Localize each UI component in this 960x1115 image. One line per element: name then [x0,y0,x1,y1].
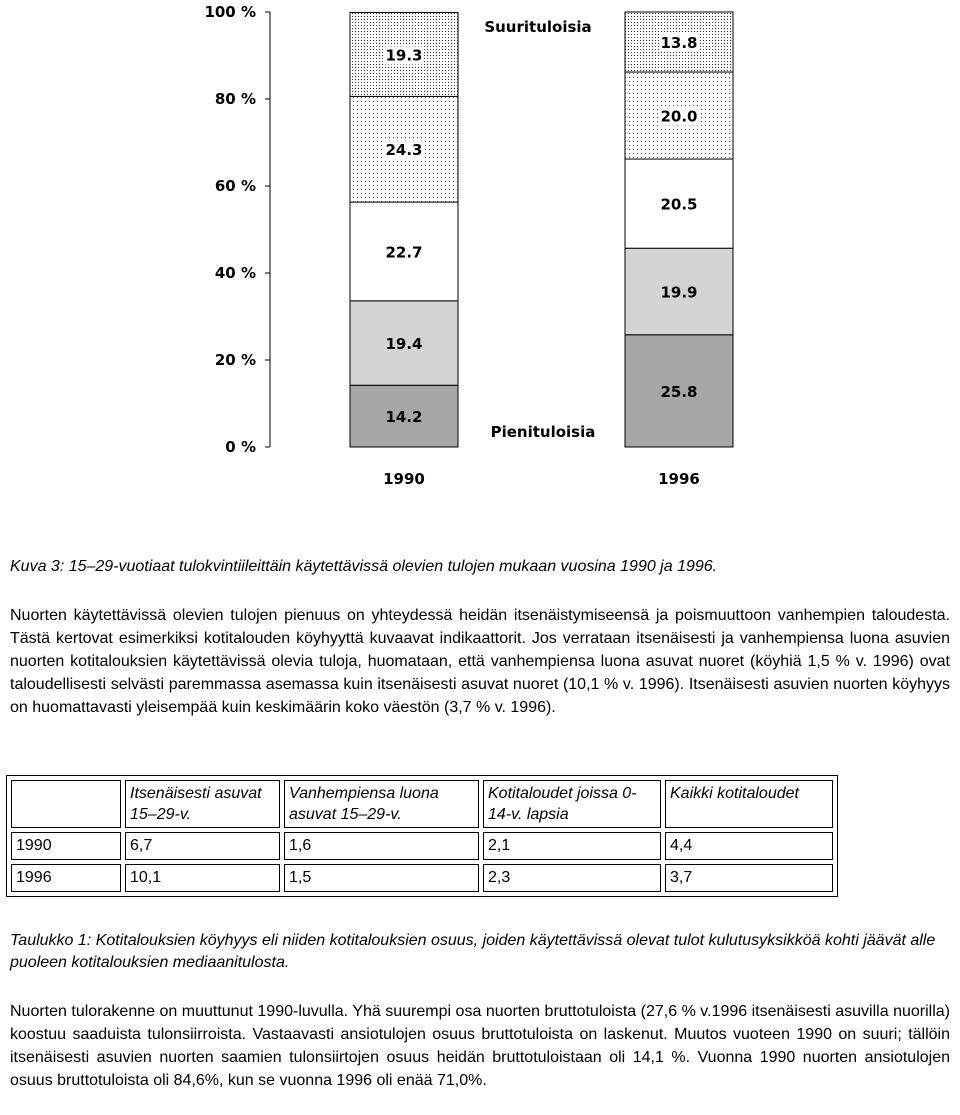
value-label: 20.5 [660,195,698,214]
y-tick-label: 60 % [214,177,256,195]
table-row [11,864,833,892]
table-cell: 3,7 [665,864,833,892]
annotation-top: Suurituloisia [484,18,592,36]
value-label: 20.0 [660,107,698,126]
y-axis [204,3,270,456]
table-cell: 1,6 [284,832,479,860]
y-tick-label: 0 % [225,438,256,456]
table-cell: 6,7 [125,832,280,860]
table-header-cell [11,780,121,828]
y-tick-label: 40 % [214,264,256,282]
value-label: 25.8 [660,382,698,401]
stacked-bar-chart [0,0,960,530]
table-header-cell: Kaikki kotitaloudet [665,780,833,828]
x-category-label: 1990 [383,470,425,488]
y-tick-label: 80 % [214,90,256,108]
figure-caption: Kuva 3: 15–29-vuotiaat tulokvintiileittäin käytettävissä olevien tulojen mukaan vuosina 1990 ja 1996. [10,558,718,575]
table-cell: 1990 [11,832,121,860]
annotation-bottom: Pienituloisia [490,423,596,441]
table-cell: 1996 [11,864,121,892]
table-cell: 10,1 [125,864,280,892]
table-header-row [11,780,833,828]
value-label: 19.3 [385,46,423,65]
x-category-label: 1996 [658,470,700,488]
value-label: 19.4 [385,335,423,354]
value-label: 24.3 [385,141,423,160]
table-header-cell: Kotitaloudet joissa 0-14-v. lapsia [483,780,661,828]
value-label: 19.9 [660,283,698,302]
table-cell: 2,3 [483,864,661,892]
table-header-cell: Itsenäisesti asuvat 15–29-v. [125,780,280,828]
table-cell: 1,5 [284,864,479,892]
paragraph-1: Nuorten käytettävissä olevien tulojen pienuus on yhteydessä heidän itsenäistymiseensä ja poismuuttoon vanhempien taloudesta. Tästä kertovat esimerkiksi kotitalouden köyhyyttä kuvaavat indikaattorit. Jos verrataan itsenäisesti ja vanhempiensa luona asuvien nuorten kotitalouksien käytettävissä olevia tuloja, huomataan, että vanhempiensa luona asuvat nuoret (köyhiä 1,5 % v. 1996) ovat taloudellisesti selvästi paremmassa asemassa kuin itsenäisesti asuvat nuoret (10,1 % v. 1996). Itsenäisesti asuvien nuorten köyhyys on huomattavasti yleisempää kuin keskimäärin koko väestön (3,7 % v. 1996). [10,607,950,716]
table-cell: 4,4 [665,832,833,860]
table-row [11,832,833,860]
table-cell: 2,1 [483,832,661,860]
table-caption: Taulukko 1: Kotitalouksien köyhyys eli niiden kotitalouksien osuus, joiden käytettävissä olevat tulot kulutusyksikköä kohti jäävät alle puoleen kotitalouksien mediaanitulosta. [10,932,936,971]
y-tick-label: 100 % [204,3,256,21]
y-tick-label: 20 % [214,351,256,369]
bars [350,12,733,447]
poverty-table [6,775,838,897]
value-label: 22.7 [385,243,423,262]
paragraph-2: Nuorten tulorakenne on muuttunut 1990-luvulla. Yhä suurempi osa nuorten bruttotuloista (27,6 % v.1996 itsenäisesti asuvilla nuorilla) koostuu saaduista tulonsiirroista. Vastaavasti ansiotulojen osuus bruttotuloista on laskenut. Muutos vuoteen 1990 on suuri; tällöin itsenäisesti asuvien nuorten saamien tulonsiirtojen osuus heidän bruttotuloistaan oli 14,1 %. Vuonna 1990 nuorten ansiotulojen osuus bruttotuloista oli 84,6%, kun se vuonna 1996 oli enää 71,0%. [10,1003,950,1089]
table-header-cell: Vanhempiensa luona asuvat 15–29-v. [284,780,479,828]
value-label: 13.8 [660,34,698,53]
value-label: 14.2 [385,408,423,427]
